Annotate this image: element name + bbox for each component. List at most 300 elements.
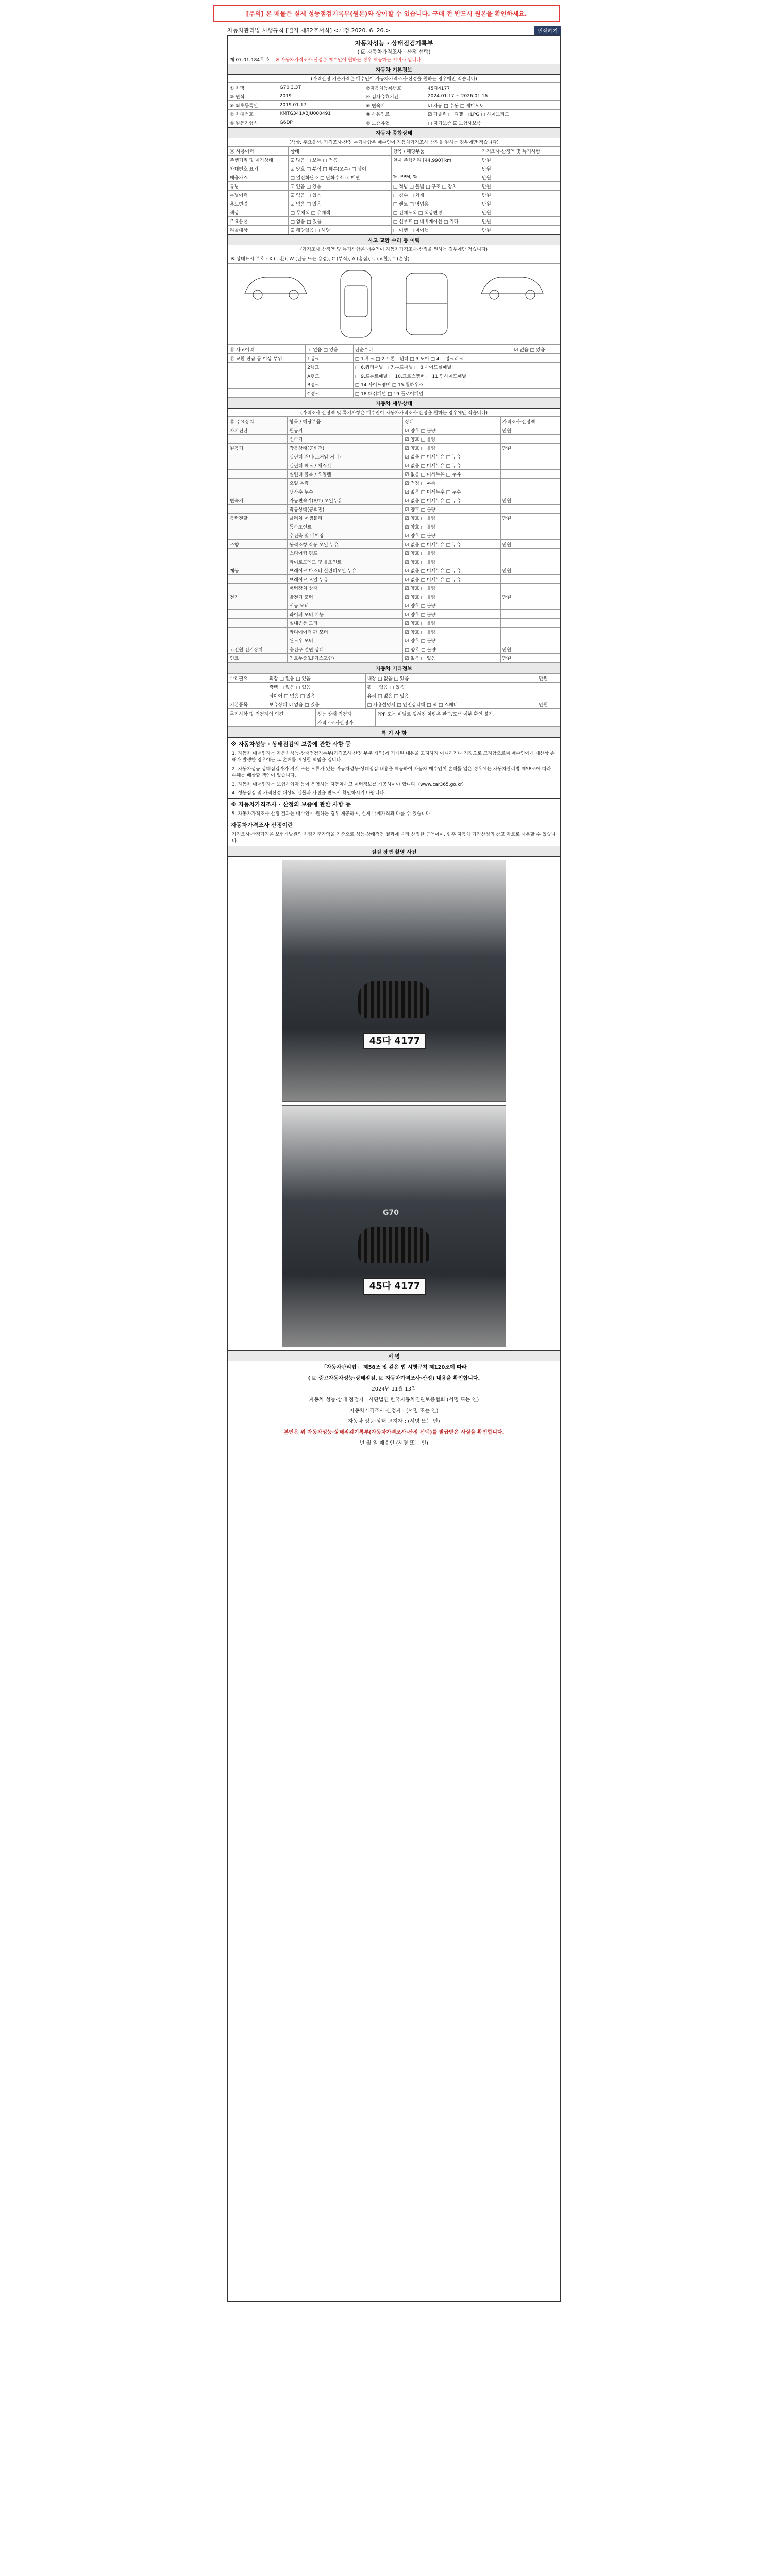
detail-row-cell xyxy=(228,628,288,636)
detail-row xyxy=(228,610,560,619)
opinion-row-cell: PPF 또는 비닐로 덮혀진 차량은 판금/도색 여부 확인 불가. xyxy=(376,709,560,718)
detail-row-cell: ☑ 적정 □ 부족 xyxy=(403,479,500,487)
basic-info-row xyxy=(228,101,560,110)
detail-row xyxy=(228,417,560,426)
detail-row xyxy=(228,461,560,470)
inspection-record-sheet xyxy=(227,35,561,2302)
basic-info-row-cell: ☑ 가솔린 □ 디젤 □ LPG □ 하이브리드 xyxy=(426,110,560,118)
detail-row-cell: 작동상태(공회전) xyxy=(288,505,403,514)
accident-row-cell: ☑ 없음 □ 있음 xyxy=(512,345,560,354)
vehicle-photo-front-top xyxy=(282,860,506,1102)
opinion-row-cell: 특기사항 및 점검자의 의견 xyxy=(228,709,316,718)
detail-row-cell: 자기진단 xyxy=(228,426,288,435)
detail-row-cell: ☑ 양호 □ 불량 xyxy=(403,584,500,592)
license-plate-1: 45다 4177 xyxy=(363,1033,426,1049)
accident-row-cell xyxy=(228,389,306,398)
overall-state-row-cell: 용도변경 xyxy=(228,199,289,208)
detail-row xyxy=(228,557,560,566)
accident-row-cell xyxy=(228,380,306,389)
basic-info-row-cell: ⑥ 변속기 xyxy=(364,101,426,110)
detail-row-cell: ☑ 양호 □ 불량 xyxy=(403,549,500,557)
accident-history-table xyxy=(228,345,560,398)
basic-info-row xyxy=(228,110,560,118)
detail-row-cell xyxy=(500,575,560,584)
detail-row-cell xyxy=(500,636,560,645)
detail-row-cell: 작동상태(공회전) xyxy=(288,444,403,452)
detail-row xyxy=(228,601,560,610)
section-opinion: 특 기 사 항 xyxy=(228,727,560,738)
overall-state-row-cell: 상태 xyxy=(289,147,391,156)
overall-state-row-cell: 배출가스 xyxy=(228,173,289,182)
basic-info-row xyxy=(228,83,560,92)
detail-row-cell xyxy=(500,479,560,487)
detail-row-cell: ☑ 양호 □ 불량 xyxy=(403,601,500,610)
detail-row-cell: □ 양호 □ 불량 xyxy=(403,645,500,654)
detail-row-cell: 만원 xyxy=(500,654,560,663)
overall-state-row-cell: □ 적법 □ 불법 □ 구조 □ 장치 xyxy=(391,182,480,191)
detail-row-cell: ☑ 양호 □ 불량 xyxy=(403,444,500,452)
overall-state-row xyxy=(228,182,560,191)
overall-state-row-cell: □ 전체도색 □ 색상변경 xyxy=(391,208,480,217)
detail-row-cell xyxy=(500,461,560,470)
detail-row-cell xyxy=(228,435,288,444)
detail-row xyxy=(228,540,560,549)
overall-state-row-cell: 만원 xyxy=(480,191,560,199)
other-info-row-cell xyxy=(228,683,267,691)
detail-row-cell: 만원 xyxy=(500,540,560,549)
detail-row xyxy=(228,452,560,461)
car-top-diagram xyxy=(335,268,377,340)
detail-row xyxy=(228,444,560,452)
opinion-row-cell: 성능·상태 점검자 xyxy=(315,709,376,718)
basic-info-row-cell: ④ 검사유효기간 xyxy=(364,92,426,101)
basic-info-row-cell: 2024.01.17 ~ 2026.01.16 xyxy=(426,92,560,101)
detail-row-cell xyxy=(500,531,560,540)
opinion-row xyxy=(228,709,560,718)
detail-row-cell: 상태 xyxy=(403,417,500,426)
detail-row-cell: 동력전달 xyxy=(228,514,288,522)
basic-info-row-cell: ⑩ 보증유형 xyxy=(364,118,426,127)
detail-row-cell: 가격조사·산정액 xyxy=(500,417,560,426)
detail-row-cell: ☑ 양호 □ 불량 xyxy=(403,619,500,628)
overall-state-row-cell: 만원 xyxy=(480,173,560,182)
detail-row-cell: 제동 xyxy=(228,566,288,575)
print-button[interactable]: 인쇄하기 xyxy=(534,26,561,36)
basic-info-row-cell: 45다4177 xyxy=(426,83,560,92)
detail-row-cell: 만원 xyxy=(500,444,560,452)
price-guarantee-paragraph: 5. 자동차가격조사·산정 결과는 매수인이 원하는 경우 제공하며, 실제 매매가격과 다를 수 있습니다. xyxy=(232,811,432,817)
detail-row-cell: 등속조인트 xyxy=(288,522,403,531)
section-overall-state: 자동차 종합상태 xyxy=(228,127,560,138)
basic-info-row xyxy=(228,92,560,101)
license-plate-2: 45다 4177 xyxy=(363,1278,426,1295)
overall-state-row-cell: ☑ 없음 □ 있음 xyxy=(289,191,391,199)
section-basic-info: 자동차 기본정보 xyxy=(228,64,560,75)
detail-row-cell: 브레이크 마스터 실린더오일 누유 xyxy=(288,566,403,575)
accident-row-cell: □ 6.쿼터패널 □ 7.루프패널 □ 8.사이드실패널 xyxy=(353,363,512,371)
sign-date: 2024년 11월 13일 xyxy=(372,1386,416,1392)
detail-row-cell: ☑ 없음 □ 미세누유 □ 누유 xyxy=(403,575,500,584)
detail-row-cell: 윈도우 모터 xyxy=(288,636,403,645)
sign-line-2: ( ☑ 중고자동차성능·상태점검, ☑ 자동차가격조사·산정) 내용을 확인합니다. xyxy=(308,1376,480,1381)
detail-row-cell: 변속기 xyxy=(228,496,288,505)
detail-row-cell: ☑ 양호 □ 불량 xyxy=(403,514,500,522)
accident-row xyxy=(228,363,560,371)
guarantee-paragraph-4: 4. 성능점검 및 가격산정 대상의 실물과 사진을 반드시 확인하시기 바랍니다. xyxy=(232,791,386,796)
accident-row xyxy=(228,354,560,363)
detail-row-cell: 오일 유량 xyxy=(288,479,403,487)
detail-row-cell: 타이로드엔드 및 볼조인트 xyxy=(288,557,403,566)
detail-row-cell xyxy=(500,487,560,496)
accident-row-cell: ⑭ 교환 판금 등 이상 부위 xyxy=(228,354,306,363)
detail-row xyxy=(228,592,560,601)
detail-row-cell: 클러치 어셈블리 xyxy=(288,514,403,522)
detail-row-cell: 조향 xyxy=(228,540,288,549)
detail-row-cell: ☑ 양호 □ 불량 xyxy=(403,522,500,531)
opinion-row-cell xyxy=(376,718,560,727)
overall-state-row-cell xyxy=(391,164,480,173)
overall-state-row-cell: □ 무채색 □ 유채색 xyxy=(289,208,391,217)
other-info-row-cell: 수리필요 xyxy=(228,674,267,683)
section-signature: 서 명 xyxy=(228,1350,560,1361)
other-info-row-cell xyxy=(537,683,560,691)
other-info-row-cell: 만원 xyxy=(537,674,560,683)
basic-info-row-cell: ③ 연식 xyxy=(228,92,278,101)
basic-info-row-cell: ☑ 자동 □ 수동 □ 세미오토 xyxy=(426,101,560,110)
accident-row xyxy=(228,380,560,389)
detail-row-cell: 와이퍼 모터 기능 xyxy=(288,610,403,619)
accident-row-cell xyxy=(228,371,306,380)
detail-row-cell: 변속기 xyxy=(288,435,403,444)
detail-row xyxy=(228,549,560,557)
sign-inspector: 자동차 성능·상태 점검자 : 사단법인 한국자동차진단보증협회 (서명 또는 인) xyxy=(309,1397,479,1403)
overall-state-row-cell: □ 렌트 □ 영업용 xyxy=(391,199,480,208)
section-overall-note: (색상, 주요옵션, 가격조사·산정 특기사항은 매수인이 자동차가격조사·산정을 원하는 경우에만 적습니다) xyxy=(228,138,560,146)
detail-row-cell: 항목 / 해당부품 xyxy=(288,417,403,426)
detail-row xyxy=(228,505,560,514)
sign-buyer: 년 월 일 매수인 (서명 또는 인) xyxy=(359,1440,429,1446)
detail-row-cell: ☑ 양호 □ 불량 xyxy=(403,505,500,514)
detail-row xyxy=(228,496,560,505)
detail-row-cell: 만원 xyxy=(500,496,560,505)
overall-state-row-cell: 만원 xyxy=(480,208,560,217)
section-accident-history: 사고 교환 수리 등 이력 xyxy=(228,234,560,245)
detail-row-cell: ☑ 없음 □ 미세누유 □ 누유 xyxy=(403,452,500,461)
detail-row xyxy=(228,584,560,592)
detail-row xyxy=(228,435,560,444)
basic-info-row-cell: KMTG341ABJU000491 xyxy=(278,110,364,118)
accident-row-cell: □ 14.사이드멤버 □ 15.휠하우스 xyxy=(353,380,512,389)
overall-state-row-cell: □ 일산화탄소 □ 탄화수소 ☑ 매연 xyxy=(289,173,391,182)
overall-state-row xyxy=(228,147,560,156)
other-info-row-cell xyxy=(537,691,560,700)
price-definition-heading: 자동차가격조사 산정이란 xyxy=(228,819,560,831)
overall-state-row xyxy=(228,156,560,164)
detail-row xyxy=(228,479,560,487)
accident-row-cell xyxy=(512,354,560,363)
detail-row-cell: ☑ 양호 □ 불량 xyxy=(403,531,500,540)
overall-state-row xyxy=(228,208,560,217)
overall-state-row-cell: □ 이행 □ 미이행 xyxy=(391,226,480,234)
section-other-info: 자동차 기타정보 xyxy=(228,663,560,673)
document-meta-note: ※ 자동차가격조사·산정은 매수인이 원하는 경우 제공하는 서비스 입니다. xyxy=(275,58,423,63)
accident-row-cell: B랭크 xyxy=(306,380,354,389)
guarantee-heading: ※ 자동차성능 · 상태점검의 보증에 관한 사항 등 xyxy=(228,738,560,750)
accident-row-cell xyxy=(512,380,560,389)
detail-row-cell xyxy=(500,470,560,479)
overall-state-row-cell: 만원 xyxy=(480,182,560,191)
overall-state-row-cell: 튜닝 xyxy=(228,182,289,191)
detail-row-cell: 냉각수 누수 xyxy=(288,487,403,496)
detail-row-cell xyxy=(500,549,560,557)
vehicle-photo-front xyxy=(282,1105,506,1347)
accident-row-cell: A랭크 xyxy=(306,371,354,380)
overall-state-row-cell: 가격조사·산정액 및 특기사항 xyxy=(480,147,560,156)
document-meta xyxy=(228,55,560,64)
detail-row-cell: ☑ 없음 □ 미세누유 □ 누유 xyxy=(403,566,500,575)
overall-state-row-cell: 주요옵션 xyxy=(228,217,289,226)
accident-row xyxy=(228,345,560,354)
guarantee-paragraph-2: 2. 자동차성능·상태점검자가 거짓 또는 오류가 있는 자동차성능·상태점검 내용을 제공하여 자동차 매수인이 손해를 입은 경우에는 자동차관리법 제58조에 따라 손해를 배상할 책임이 있습니다. xyxy=(232,767,551,778)
overall-state-row-cell: 차대번호 표기 xyxy=(228,164,289,173)
other-info-row-cell: 기본품목 xyxy=(228,700,267,709)
basic-info-row-cell: 2019 xyxy=(278,92,364,101)
accident-row-cell: □ 18.대쉬패널 □ 19.플로어패널 xyxy=(353,389,512,398)
accident-row-cell xyxy=(512,389,560,398)
accident-row-cell: □ 9.프론트패널 □ 10.크로스멤버 □ 11.인사이드패널 xyxy=(353,371,512,380)
detail-row-cell xyxy=(500,628,560,636)
sign-notifier: 자동차 성능·상태 고지자 : (서명 또는 인) xyxy=(348,1419,440,1425)
vehicle-badge: G70 xyxy=(383,1209,399,1217)
basic-info-row-cell: □ 자가보증 ☑ 보험사보증 xyxy=(426,118,560,127)
detail-row xyxy=(228,628,560,636)
accident-row-cell: 단순수리 xyxy=(353,345,512,354)
detail-row-cell: 동력조향 작동 오일 누유 xyxy=(288,540,403,549)
detail-row-cell xyxy=(228,557,288,566)
detail-row-cell: 실내송풍 모터 xyxy=(288,619,403,628)
detail-row-cell xyxy=(500,435,560,444)
detail-row-cell: ☑ 양호 □ 불량 xyxy=(403,628,500,636)
opinion-row-cell: 가격 · 조사산정자 xyxy=(315,718,376,727)
detail-row-cell: ☑ 없음 □ 미세누유 □ 누유 xyxy=(403,496,500,505)
detail-state-table xyxy=(228,417,560,663)
opinion-row-cell xyxy=(228,718,316,727)
detail-row xyxy=(228,514,560,522)
section-photos: 점검 장면 촬영 사진 xyxy=(228,846,560,857)
detail-row xyxy=(228,426,560,435)
other-info-row-cell: 만원 xyxy=(537,700,560,709)
car-side-left-diagram xyxy=(240,268,312,304)
detail-row-cell: 만원 xyxy=(500,426,560,435)
other-info-row-cell: 유리 □ 없음 □ 있음 xyxy=(365,691,537,700)
car-diagram-row xyxy=(228,264,560,345)
overall-state-row-cell: ☑ 없음 □ 있음 xyxy=(289,199,391,208)
detail-row-cell xyxy=(500,452,560,461)
detail-row-cell: 연료누출(LP가스포함) xyxy=(288,654,403,663)
detail-row-cell: ☑ 없음 □ 있음 xyxy=(403,654,500,663)
detail-row-cell xyxy=(500,610,560,619)
detail-row-cell: ⑰ 주요장치 xyxy=(228,417,288,426)
detail-row-cell: 만원 xyxy=(500,645,560,654)
price-guarantee-heading: ※ 자동차가격조사 · 산정의 보증에 관한 사항 등 xyxy=(228,798,560,810)
detail-row-cell: 자동변속기(A/T) 오일누유 xyxy=(288,496,403,505)
detail-row-cell xyxy=(228,531,288,540)
detail-row-cell xyxy=(228,601,288,610)
basic-info-row-cell: ⑧ 사용연료 xyxy=(364,110,426,118)
detail-row xyxy=(228,531,560,540)
basic-info-row-cell: ⑤ 최초등록일 xyxy=(228,101,278,110)
vehicle-grille xyxy=(358,981,430,1018)
warning-banner: [주의] 본 매물은 실제 성능점검기록부(원본)와 상이할 수 있습니다. 구매 전 반드시 원본을 확인하세요. xyxy=(213,5,560,22)
accident-row-cell xyxy=(512,371,560,380)
detail-row-cell xyxy=(500,584,560,592)
section-detail-note: (가격조사·산정액 및 특기사항은 매수인이 자동차가격조사·산정을 원하는 경우에만 적습니다) xyxy=(228,409,560,417)
detail-row xyxy=(228,487,560,496)
detail-row-cell: ☑ 양호 □ 불량 xyxy=(403,592,500,601)
detail-row-cell xyxy=(500,619,560,628)
document-subtitle: ( ☑ 자동차가격조사 · 산정 선택) xyxy=(357,49,431,55)
detail-row-cell xyxy=(500,505,560,514)
basic-info-row-cell: ⑨ 원동기형식 xyxy=(228,118,278,127)
detail-row-cell: ☑ 없음 □ 미세누유 □ 누유 xyxy=(403,540,500,549)
overall-state-row-cell: □ 없음 □ 있음 xyxy=(289,217,391,226)
accident-row-cell: ☑ 없음 □ 있음 xyxy=(306,345,354,354)
detail-row-cell: 전기 xyxy=(228,592,288,601)
detail-row xyxy=(228,619,560,628)
overall-state-row-cell: □ 선루프 □ 네비게이션 □ 기타 xyxy=(391,217,480,226)
accident-row-cell: 1랭크 xyxy=(306,354,354,363)
detail-row xyxy=(228,470,560,479)
detail-row-cell: ☑ 없음 □ 미세누유 □ 누유 xyxy=(403,470,500,479)
guarantee-paragraph-3: 3. 자동차 매매업자는 보험사업자 등이 운영하는 자동차사고 이력정보를 제공하여야 합니다. (www.car365.go.kr) xyxy=(232,782,464,787)
overall-state-row-cell: ☑ 양호 □ 부식 □ 훼손(오손) □ 상이 xyxy=(289,164,391,173)
vehicle-grille-2 xyxy=(358,1227,430,1263)
document-title: 자동차성능 · 상태점검기록부 xyxy=(355,40,433,47)
damage-symbol-legend: ※ 상태표시 부호 : X (교환), W (판금 또는 용접), C (부식), A (흠집), U (요철), T (손상) xyxy=(228,253,560,264)
detail-row-cell xyxy=(228,610,288,619)
other-info-row-cell: 타이어 □ 없음 □ 있음 xyxy=(267,691,366,700)
detail-row-cell: 발전기 출력 xyxy=(288,592,403,601)
other-info-row-cell: □ 사용설명서 □ 안전삼각대 □ 잭 □ 스패너 xyxy=(365,700,537,709)
detail-row-cell: 브레이크 오일 누유 xyxy=(288,575,403,584)
overall-state-row-cell: 만원 xyxy=(480,164,560,173)
overall-state-row-cell: ⑪ 사용이력 xyxy=(228,147,289,156)
detail-row-cell: 원동기 xyxy=(228,444,288,452)
overall-state-row xyxy=(228,164,560,173)
overall-state-row-cell: %, PPM, % xyxy=(391,173,480,182)
overall-state-row-cell: ☑ 없음 □ 있음 xyxy=(289,182,391,191)
accident-row-cell: 2랭크 xyxy=(306,363,354,371)
basic-info-row-cell: ⑦ 차대번호 xyxy=(228,110,278,118)
detail-row-cell: ☑ 없음 □ 미세누유 □ 누유 xyxy=(403,461,500,470)
detail-row-cell: 원동기 xyxy=(288,426,403,435)
detail-row-cell xyxy=(228,549,288,557)
detail-row xyxy=(228,575,560,584)
detail-row-cell: 고전원 전기장치 xyxy=(228,645,288,654)
detail-row-cell xyxy=(500,557,560,566)
overall-state-row-cell: 현재 주행거리 [44,990] km xyxy=(391,156,480,164)
document-number: 제 07-01-184호 호 xyxy=(230,58,271,63)
detail-row xyxy=(228,522,560,531)
overall-state-row xyxy=(228,226,560,234)
opinion-row xyxy=(228,718,560,727)
overall-state-row-cell: 리콜대상 xyxy=(228,226,289,234)
overall-state-row-cell: ☑ 해당없음 □ 해당 xyxy=(289,226,391,234)
detail-row-cell: 추진축 및 베어링 xyxy=(288,531,403,540)
detail-row-cell: 스티어링 펌프 xyxy=(288,549,403,557)
detail-row-cell xyxy=(500,522,560,531)
basic-info-table xyxy=(228,83,560,127)
detail-row-cell: ☑ 없음 □ 미세누수 □ 누수 xyxy=(403,487,500,496)
detail-row-cell: 만원 xyxy=(500,592,560,601)
detail-row-cell xyxy=(228,479,288,487)
detail-row-cell xyxy=(228,584,288,592)
section-accident-note: (가격조사·산정액 및 특기사항은 매수인이 자동차가격조사·산정을 원하는 경우에만 적습니다) xyxy=(228,245,560,253)
overall-state-row-cell: ☑ 많음 □ 보통 □ 적음 xyxy=(289,156,391,164)
overall-state-row xyxy=(228,199,560,208)
overall-state-row xyxy=(228,173,560,182)
other-info-row xyxy=(228,674,560,683)
detail-row-cell xyxy=(228,636,288,645)
overall-state-row-cell: 주행거리 및 계기상태 xyxy=(228,156,289,164)
detail-row-cell: 배력장치 상태 xyxy=(288,584,403,592)
accident-row xyxy=(228,371,560,380)
other-info-row-cell xyxy=(228,691,267,700)
car-front-diagram xyxy=(401,268,452,340)
detail-row-cell: 만원 xyxy=(500,514,560,522)
price-definition-paragraph: 가격조사·산정가격은 보험개발원의 차량기준가액을 기준으로 성능·상태점검 결과에 따라 산정한 금액이며, 향후 자동차 가격산정의 참고 자료로 사용할 수 있습니다. xyxy=(232,832,556,844)
section-basic-note: (가격산정 기준가격은 매수인이 자동차가격조사·산정을 원하는 경우에만 적습니다) xyxy=(228,75,560,83)
detail-row-cell: ☑ 양호 □ 불량 xyxy=(403,610,500,619)
detail-row-cell: ☑ 양호 □ 불량 xyxy=(403,636,500,645)
accident-row-cell xyxy=(228,363,306,371)
basic-info-row-cell: ① 차명 xyxy=(228,83,278,92)
detail-row-cell: 충전구 절연 상태 xyxy=(288,645,403,654)
overall-state-row-cell: 만원 xyxy=(480,156,560,164)
detail-row-cell xyxy=(228,522,288,531)
overall-state-table xyxy=(228,146,560,234)
detail-row xyxy=(228,566,560,575)
detail-row-cell xyxy=(228,461,288,470)
other-info-row xyxy=(228,691,560,700)
detail-row-cell xyxy=(228,452,288,461)
overall-state-row-cell: □ 침수 □ 화재 xyxy=(391,191,480,199)
basic-info-row-cell: G6DP xyxy=(278,118,364,127)
other-info-row-cell: 보유상태 ☑ 없음 □ 있음 xyxy=(267,700,366,709)
overall-state-row-cell: 만원 xyxy=(480,217,560,226)
guarantee-paragraph-1: 1. 자동차 매매업자는 자동차성능·상태점검기록부(가격조사·산정 부분 제외)에 기재된 내용을 고지하지 아니하거나 거짓으로 고지함으로써 매수인에게 재산상 손해가 발생한 경우에는 그 손해를 배상할 책임을 집니다. xyxy=(232,751,555,763)
other-info-row-cell: 내장 □ 없음 □ 있음 xyxy=(365,674,537,683)
sign-price-assessor: 자동차가격조사·산정자 : (서명 또는 인) xyxy=(349,1408,439,1414)
other-info-row-cell: 광택 □ 없음 □ 있음 xyxy=(267,683,366,691)
detail-row-cell xyxy=(228,487,288,496)
other-info-row xyxy=(228,683,560,691)
basic-info-row-cell: G70 3.3T xyxy=(278,83,364,92)
detail-row xyxy=(228,645,560,654)
overall-state-row-cell: 색상 xyxy=(228,208,289,217)
detail-row-cell xyxy=(500,601,560,610)
accident-row xyxy=(228,389,560,398)
detail-row-cell: 실린더 커버(로커암 커버) xyxy=(288,452,403,461)
overall-state-row-cell: 항목 / 해당부품 xyxy=(391,147,480,156)
form-topbar xyxy=(227,26,561,35)
accident-row-cell: ⑬ 사고이력 xyxy=(228,345,306,354)
form-legal-reference: 자동차관리법 시행규칙 [별지 제82호서식] <개정 2020. 6. 26.> xyxy=(227,27,391,34)
detail-row-cell xyxy=(228,575,288,584)
other-info-table xyxy=(228,673,560,709)
detail-row-cell xyxy=(228,505,288,514)
car-side-right-diagram xyxy=(476,268,548,304)
